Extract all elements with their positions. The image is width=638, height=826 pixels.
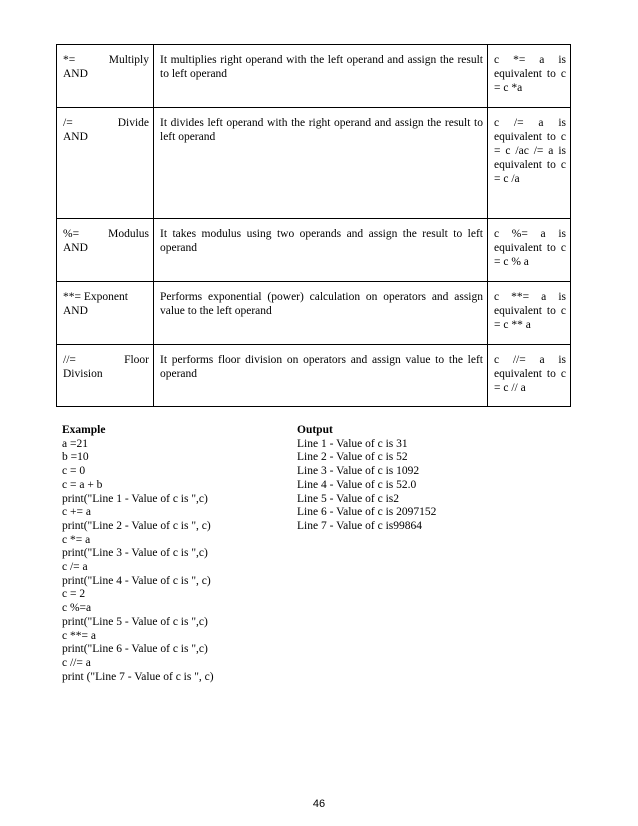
description-cell: It multiplies right operand with the left operand and assign the result to left operand xyxy=(154,45,488,108)
example-heading: Example xyxy=(62,424,106,436)
code-line: c //= a xyxy=(62,656,91,669)
code-line: b =10 xyxy=(62,451,89,464)
example-cell: c /= a is equivalent to c = c /ac /= a is equivalent to c = c /a xyxy=(488,108,571,219)
example-cell: c **= a is equivalent to c = c ** a xyxy=(488,282,571,345)
description-cell: It divides left operand with the right operand and assign the result to left operand xyxy=(154,108,488,219)
example-cell: c //= a is equivalent to c = c // a xyxy=(488,345,571,407)
operators-table xyxy=(56,44,571,407)
page-number: 46 xyxy=(312,798,326,810)
table-row xyxy=(57,219,571,282)
operator-name: Modulus xyxy=(108,228,149,240)
code-line: print ("Line 7 - Value of c is ", c) xyxy=(62,670,214,683)
code-line: print("Line 6 - Value of c is ",c) xyxy=(62,643,208,656)
example-cell: c %= a is equivalent to c = c % a xyxy=(488,219,571,282)
operator-tail: AND xyxy=(63,131,88,143)
output-line: Line 5 - Value of c is2 xyxy=(297,492,399,505)
table-row xyxy=(57,45,571,108)
output-line: Line 1 - Value of c is 31 xyxy=(297,437,408,450)
code-line: c += a xyxy=(62,506,91,519)
code-line: c = 2 xyxy=(62,588,86,601)
operator-cell xyxy=(57,45,154,108)
operator-symbol: %= xyxy=(63,228,80,240)
description-cell: Performs exponential (power) calculation on operators and assign value to the left operand xyxy=(154,282,488,345)
operator-cell xyxy=(57,282,154,345)
operator-tail: AND xyxy=(63,68,88,80)
code-line: c /= a xyxy=(62,561,88,574)
code-line: print("Line 4 - Value of c is ", c) xyxy=(62,574,211,587)
output-heading: Output xyxy=(297,424,333,436)
operators-table-body xyxy=(57,45,571,407)
code-line: print("Line 2 - Value of c is ", c) xyxy=(62,519,211,532)
example-cell: c *= a is equivalent to c = c *a xyxy=(488,45,571,108)
operator-tail: AND xyxy=(63,305,88,317)
operator-cell xyxy=(57,345,154,407)
output-block xyxy=(297,424,537,534)
code-line: c = 0 xyxy=(62,465,86,478)
operator-symbol: **= Exponent xyxy=(63,291,128,303)
code-line: c %=a xyxy=(62,602,92,615)
code-line: c **= a xyxy=(62,629,96,642)
example-code-block xyxy=(62,424,282,684)
code-line: print("Line 5 - Value of c is ",c) xyxy=(62,615,208,628)
output-line: Line 3 - Value of c is 1092 xyxy=(297,465,420,478)
description-cell: It takes modulus using two operands and assign the result to left operand xyxy=(154,219,488,282)
code-line: print("Line 3 - Value of c is ",c) xyxy=(62,547,208,560)
operator-symbol: /= xyxy=(63,117,73,129)
table-row xyxy=(57,345,571,407)
operator-cell xyxy=(57,219,154,282)
code-line: a =21 xyxy=(62,437,88,450)
table-row xyxy=(57,282,571,345)
operator-name: Floor xyxy=(124,354,149,366)
operator-tail: AND xyxy=(63,242,88,254)
code-line: c = a + b xyxy=(62,478,103,491)
operator-symbol: //= xyxy=(63,354,76,366)
example-code-lines xyxy=(62,438,282,685)
operator-cell xyxy=(57,108,154,219)
operator-tail: Division xyxy=(63,368,103,380)
output-lines xyxy=(297,438,537,534)
output-line: Line 4 - Value of c is 52.0 xyxy=(297,478,417,491)
description-cell: It performs floor division on operators and assign value to the left operand xyxy=(154,345,488,407)
code-line: c *= a xyxy=(62,533,91,546)
output-line: Line 7 - Value of c is99864 xyxy=(297,519,422,532)
code-line: print("Line 1 - Value of c is ",c) xyxy=(62,492,208,505)
operator-symbol: *= xyxy=(63,54,76,66)
operator-name: Multiply xyxy=(108,54,149,66)
operator-name: Divide xyxy=(117,117,149,129)
output-line: Line 6 - Value of c is 2097152 xyxy=(297,506,437,519)
output-line: Line 2 - Value of c is 52 xyxy=(297,451,408,464)
table-row xyxy=(57,108,571,219)
